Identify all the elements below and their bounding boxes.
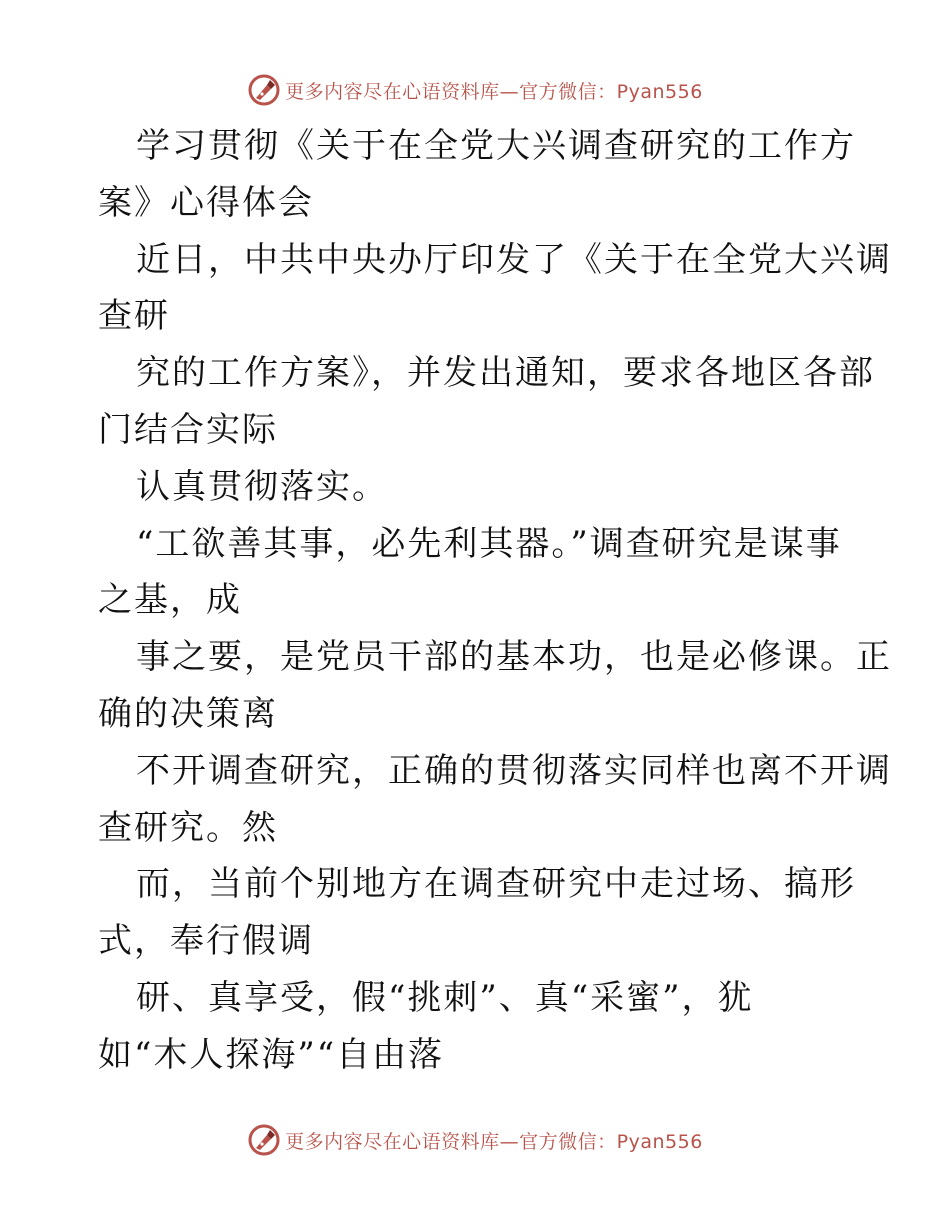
header-banner-text: 更多内容尽在心语资料库—官方微信：Pyan556	[285, 80, 703, 103]
paragraph-line: 查研究。然	[98, 807, 278, 848]
paragraph-line: 研、真享受，假“挑刺”、真“采蜜”，犹	[136, 977, 754, 1018]
paragraph-line: 之基，成	[98, 580, 242, 621]
header-banner	[0, 70, 950, 110]
paragraph-line: 近日，中共中央办厅印发了《关于在全党大兴调	[136, 239, 892, 280]
paragraph-line: 门结合实际	[98, 409, 278, 450]
pen-nib-seal-icon	[247, 1123, 281, 1157]
document-body	[98, 118, 892, 1084]
paragraph-line: 查研	[98, 296, 170, 337]
paragraph-line: 认真贯彻落实。	[136, 466, 388, 507]
paragraph-line: 究的工作方案》，并发出通知，要求各地区各部	[136, 353, 875, 394]
title-line-1: 学习贯彻《关于在全党大兴调查研究的工作方	[136, 126, 856, 166]
paragraph-line: 式，奉行假调	[98, 921, 314, 962]
paragraph-line: 确的决策离	[98, 693, 278, 734]
paragraph-line: 而，当前个别地方在调查研究中走过场、搞形	[136, 864, 856, 905]
footer-banner-text: 更多内容尽在心语资料库—官方微信：Pyan556	[285, 1130, 703, 1153]
title-line-2: 案》心得体会	[98, 182, 314, 223]
pen-nib-seal-icon	[247, 73, 281, 107]
paragraph-line: “工欲善其事，必先利其器。”调查研究是谋事	[136, 523, 842, 564]
footer-banner	[0, 1120, 950, 1160]
paragraph-line: 事之要，是党员干部的基本功，也是必修课。正	[136, 637, 892, 678]
paragraph-line: 如“木人探海”“自由落	[98, 1034, 445, 1075]
paragraph-line: 不开调查研究，正确的贯彻落实同样也离不开调	[136, 750, 892, 791]
